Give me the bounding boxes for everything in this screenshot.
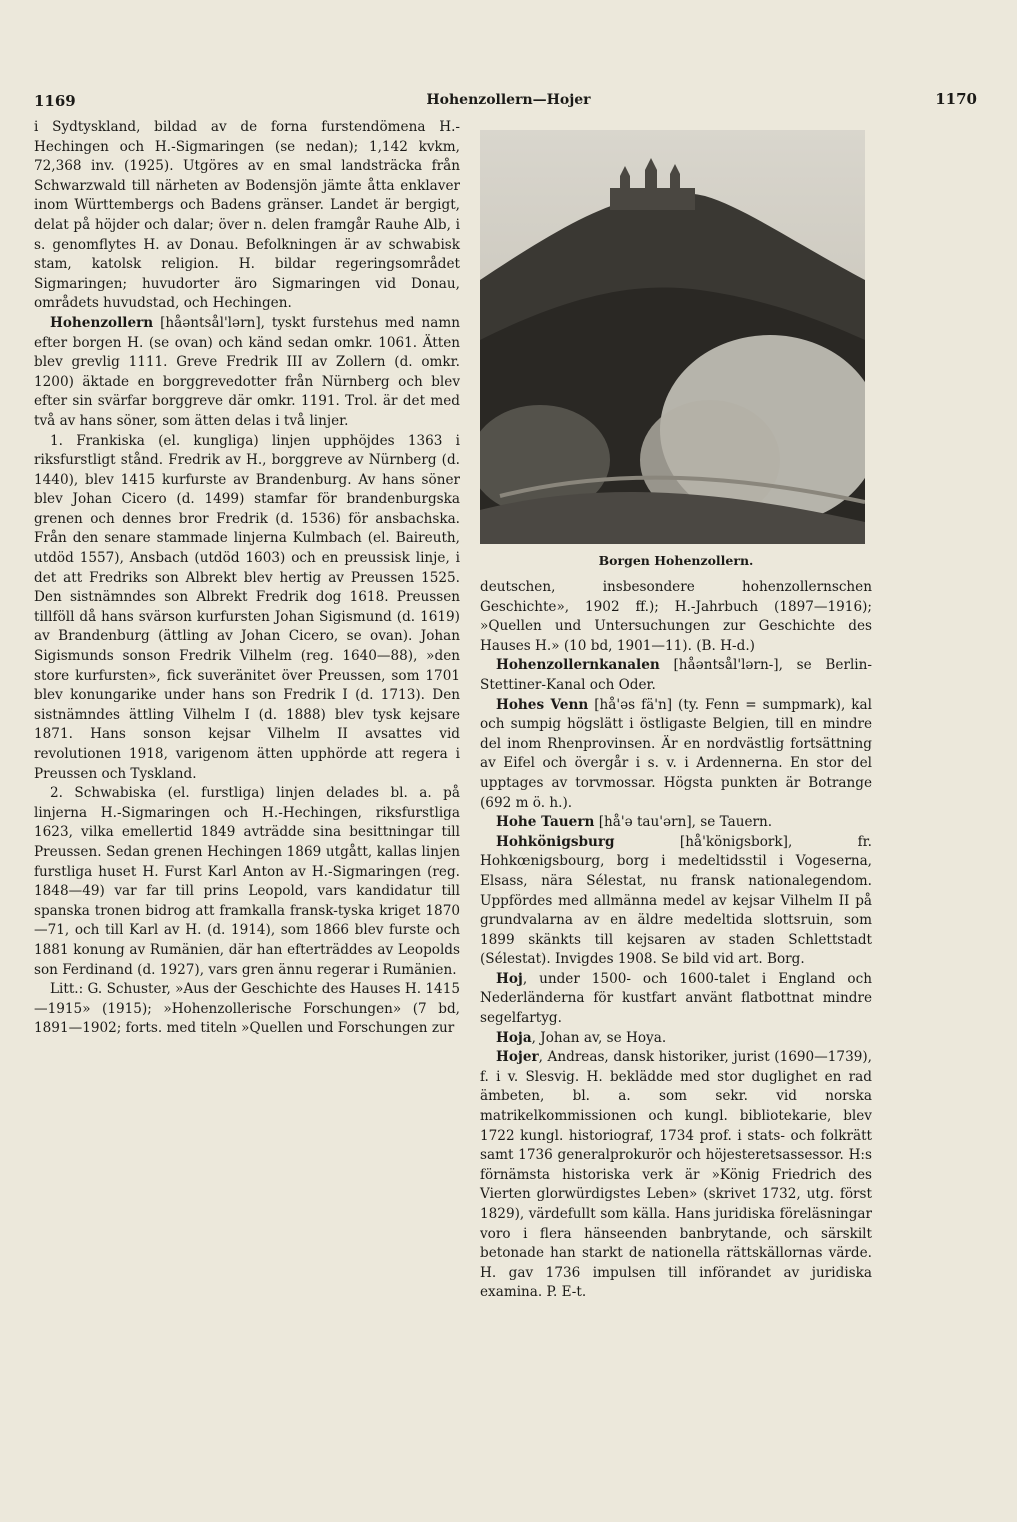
entry-headword: Hoj [496,970,523,987]
literature-paragraph: Litt.: G. Schuster, »Aus der Geschichte des Hauses H. 1415—1915» (1915); »Hohenzollerische Forschungen» (7 bd, 1891—1902; forts. med titeln »Quellen und Forschungen zur [34,981,460,1037]
entry-text: [håəntsål'lərn], tyskt furstehus med namn efter borgen H. (se ovan) och känd sedan omkr. 1061. Ätten blev grevlig 1111. Greve Fredrik III av Zollern (d. omkr. 1200) äktade en borggrevedotter från Nürnberg och blev efter sin svärfar borggreve där omkr. 1191. Trol. är det med två av hans söner, som ätten delas i två linjer. [34,314,460,429]
article-intro-paragraph: i Sydtyskland, bildad av de forna furstendömena H.-Hechingen och H.-Sigmaringen (se nedan); 1,142 kvkm, 72,368 inv. (1925). Utgöres av en smal landsträcka från Schwarzwald till närheten av Bodensjön jämte åtta enklaver inom Württembergs och Badens gränser. Landet är bergigt, delat på höjder och dalar; över n. delen framgår Rauhe Alb, i s. genomflytes H. av Donau. Befolkningen är av schwabisk stam, katolsk religion. H. bildar regeringsområdet Sigmaringen; huvudorter äro Sigmaringen vid Donau, områdets huvudstad, och Hechingen. [34,119,460,312]
entry-text: , Andreas, dansk historiker, jurist (1690—1739), f. i v. Slesvig. H. beklädde med stor duglighet en rad ämbeten, bl. a. som sekr. vid norska matrikelkommissionen och kungl. bibliotekarie, blev 1722 kungl. historiograf, 1734 prof. i stats- och folkrätt samt 1736 generalprokurör och höjesteretsassessor. H:s förnämsta historiska verk är »König Friedrich des Vierten glorwürdigstes Leben» (skrivet 1732, utg. först 1829), värdefullt som källa. Hans juridiska föreläsningar voro i flera hänseenden banbrytande, och särskilt betonade han starkt de nationella rättskällornas värde. H. gav 1736 impulsen till införandet av juridiska examina. P. E-t. [480,1049,872,1301]
page-number-right: 1170 [935,90,977,108]
figure-caption: Borgen Hohenzollern. [598,553,754,568]
entry-text: [håəntsål'lərn-], se Berlin-Stettiner-Kanal och Oder. [480,657,872,693]
right-column [480,578,872,1303]
entry-text: , under 1500- och 1600-talet i England och Nederländerna för kustfart använt flatbottnat mindre segelfartyg. [480,970,872,1027]
entry-headword: Hoja [496,1029,532,1046]
entry-headword: Hohe Tauern [496,814,595,831]
entry-headword: Hohenzollern [50,314,154,331]
entry-hohkonigsburg [480,833,872,970]
entry-hohes-venn [480,696,872,814]
entry-text: [hå'königsbork], fr. Hohkœnigsbourg, borg i medeltidsstil i Vogeserna, Elsass, nära Sélestat, nu fransk nationalegendom. Uppfördes med allmänna medel av kejsar Vilhelm II på grundvalarna av en äldre medeltida slottsruin, som 1899 skänkts till kejsaren av staden Schlettstadt (Sélestat). Invigdes 1908. Se bild vid art. Borg. [480,833,872,968]
literature-continuation: deutschen, insbesondere hohenzollernschen Geschichte», 1902 ff.); H.-Jahrbuch (1897—1916); »Quellen und Untersuchungen zur Geschichte des Hauses H.» (10 bd, 1901—11). (B. H-d.) [480,579,872,654]
castle-photograph [480,130,865,544]
entry-text: , Johan av, se Hoya. [531,1029,667,1046]
entry-headword: Hohes Venn [496,696,589,713]
entry-hoja [480,1029,872,1049]
frankish-line-paragraph: 1. Frankiska (el. kungliga) linjen upphöjdes 1363 i riksfurstligt stånd. Fredrik av H., borggreve av Nürnberg (d. 1440), blev 1415 kurfurste av Brandenburg. Av hans söner blev Johan Cicero (d. 1499) stamfar för brandenburgska grenen och dennes bror Fredrik (d. 1536) för ansbachska. Från den senare stammade linjerna Kulmbach (el. Baireuth, utdöd 1557), Ansbach (utdöd 1603) och en preussisk linje, i det att Fredriks son Albrekt blev hertig av Preussen 1525. Den sistnämndes son Albrekt Fredrik dog 1618. Preussen tillföll då hans svärson kurfursten Johan Sigismund (d. 1619) av Brandenburg (ättling av Johan Cicero, se ovan). Johan Sigismunds sonson Fredrik Vilhelm (reg. 1640—88), »den store kurfursten», fick suveränitet över Preussen, som 1701 blev konungarike under hans son Fredrik I (d. 1713). Den sistnämndes ättling Vilhelm I (d. 1888) blev tysk kejsare 1871. Hans sonson kejsar Vilhelm II avsattes vid revolutionen 1918, varigenom ätten upphörde att regera i Preussen och Tyskland. [34,432,460,782]
entry-text: [hå'əs fä'n] (ty. Fenn = sumpmark), kal och sumpig högslätt i östligaste Belgien, till en mindre del inom Rhenprovinsen. Är en nordvästlig fortsättning av Eifel och övergår i s. v. i Ardennerna. En stor del upptages av torvmossar. Högsta punkten är Botrange (692 m ö. h.). [480,696,872,811]
entry-hohenzollern [34,314,460,432]
entry-hoj [480,970,872,1029]
entry-headword: Hohenzollernkanalen [496,657,660,674]
swabian-line-paragraph: 2. Schwabiska (el. furstliga) linjen delades bl. a. på linjerna H.-Sigmaringen och H.-Hechingen, riksfurstliga 1623, vilka emellertid 1849 avträdde sina besittningar till Preussen. Sedan grenen Hechingen 1869 utgått, kallas linjen furstliga huset H. Furst Karl Anton av H.-Sigmaringen (reg. 1848—49) var far till prins Leopold, vars kandidatur till spanska tronen bidrog att framkalla fransk-tyska kriget 1870—71, och till Karl av H. (d. 1914), som 1866 blev furste och 1881 konung av Rumänien, där han efterträddes av Leopolds son Ferdinand (d. 1927), vars gren ännu regerar i Rumänien. [34,785,460,978]
running-head: Hohenzollern—Hojer [426,92,591,108]
entry-text: [hå'ə tau'ərn], se Tauern. [594,814,773,831]
page-number-left: 1169 [34,92,76,110]
entry-hojer [480,1048,872,1303]
entry-headword: Hohkönigsburg [496,833,615,850]
entry-headword: Hojer [496,1049,539,1066]
left-column [34,118,460,1039]
castle-photo-illustration [480,130,865,544]
entry-hohe-tauern [480,813,872,833]
entry-hohenzollernkanalen [480,656,872,695]
